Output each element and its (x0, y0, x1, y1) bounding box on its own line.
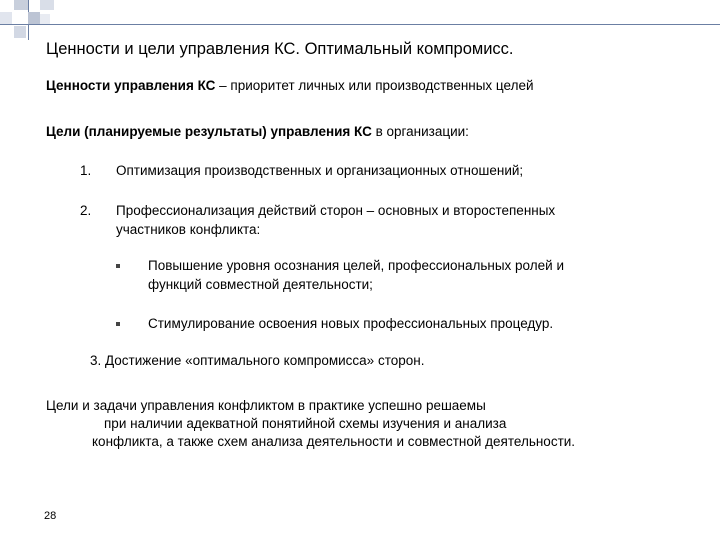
values-definition (46, 76, 534, 96)
deco-square (40, 14, 50, 24)
deco-square (40, 0, 54, 10)
deco-square (28, 12, 40, 24)
deco-square (0, 12, 12, 24)
bullet2-text: Стимулирование освоения новых профессиональных процедур. (148, 316, 554, 331)
item2-text-line2: участников конфликта: (116, 222, 261, 237)
deco-square (14, 0, 28, 10)
goals-term: Цели (планируемые результаты) управления КС (46, 124, 372, 139)
values-term: Ценности управления КС (46, 78, 216, 93)
goals-description: в организации: (371, 124, 469, 139)
header-rule (0, 24, 720, 25)
item1-number: 1. (80, 163, 92, 178)
bullet1-text-line1: Повышение уровня осознания целей, профессиональных ролей и (148, 258, 564, 273)
closing-line1: Цели и задачи управления конфликтом в практике успешно решаемы (46, 398, 486, 413)
goals-heading (46, 122, 469, 142)
values-description: – приоритет личных или производственных целей (215, 78, 534, 93)
item2-text-line1: Профессионализация действий сторон – основных и второстепенных (116, 203, 556, 218)
item1-text: Оптимизация производственных и организационных отношений; (116, 163, 524, 178)
square-bullet-icon (116, 322, 120, 326)
deco-square (14, 26, 26, 38)
page-number: 28 (44, 510, 57, 522)
square-bullet-icon (116, 264, 120, 268)
header-decoration (0, 0, 720, 40)
item3-text: 3. Достижение «оптимального компромисса» сторон. (90, 353, 425, 368)
bullet1-text-line2: функций совместной деятельности; (148, 277, 373, 292)
slide-title: Ценности и цели управления КС. Оптимальный компромисс. (46, 40, 514, 58)
closing-line2: при наличии адекватной понятийной схемы изучения и анализа (104, 416, 507, 431)
item2-number: 2. (80, 203, 92, 218)
closing-line3: конфликта, а также схем анализа деятельности и совместной деятельности. (92, 434, 576, 449)
